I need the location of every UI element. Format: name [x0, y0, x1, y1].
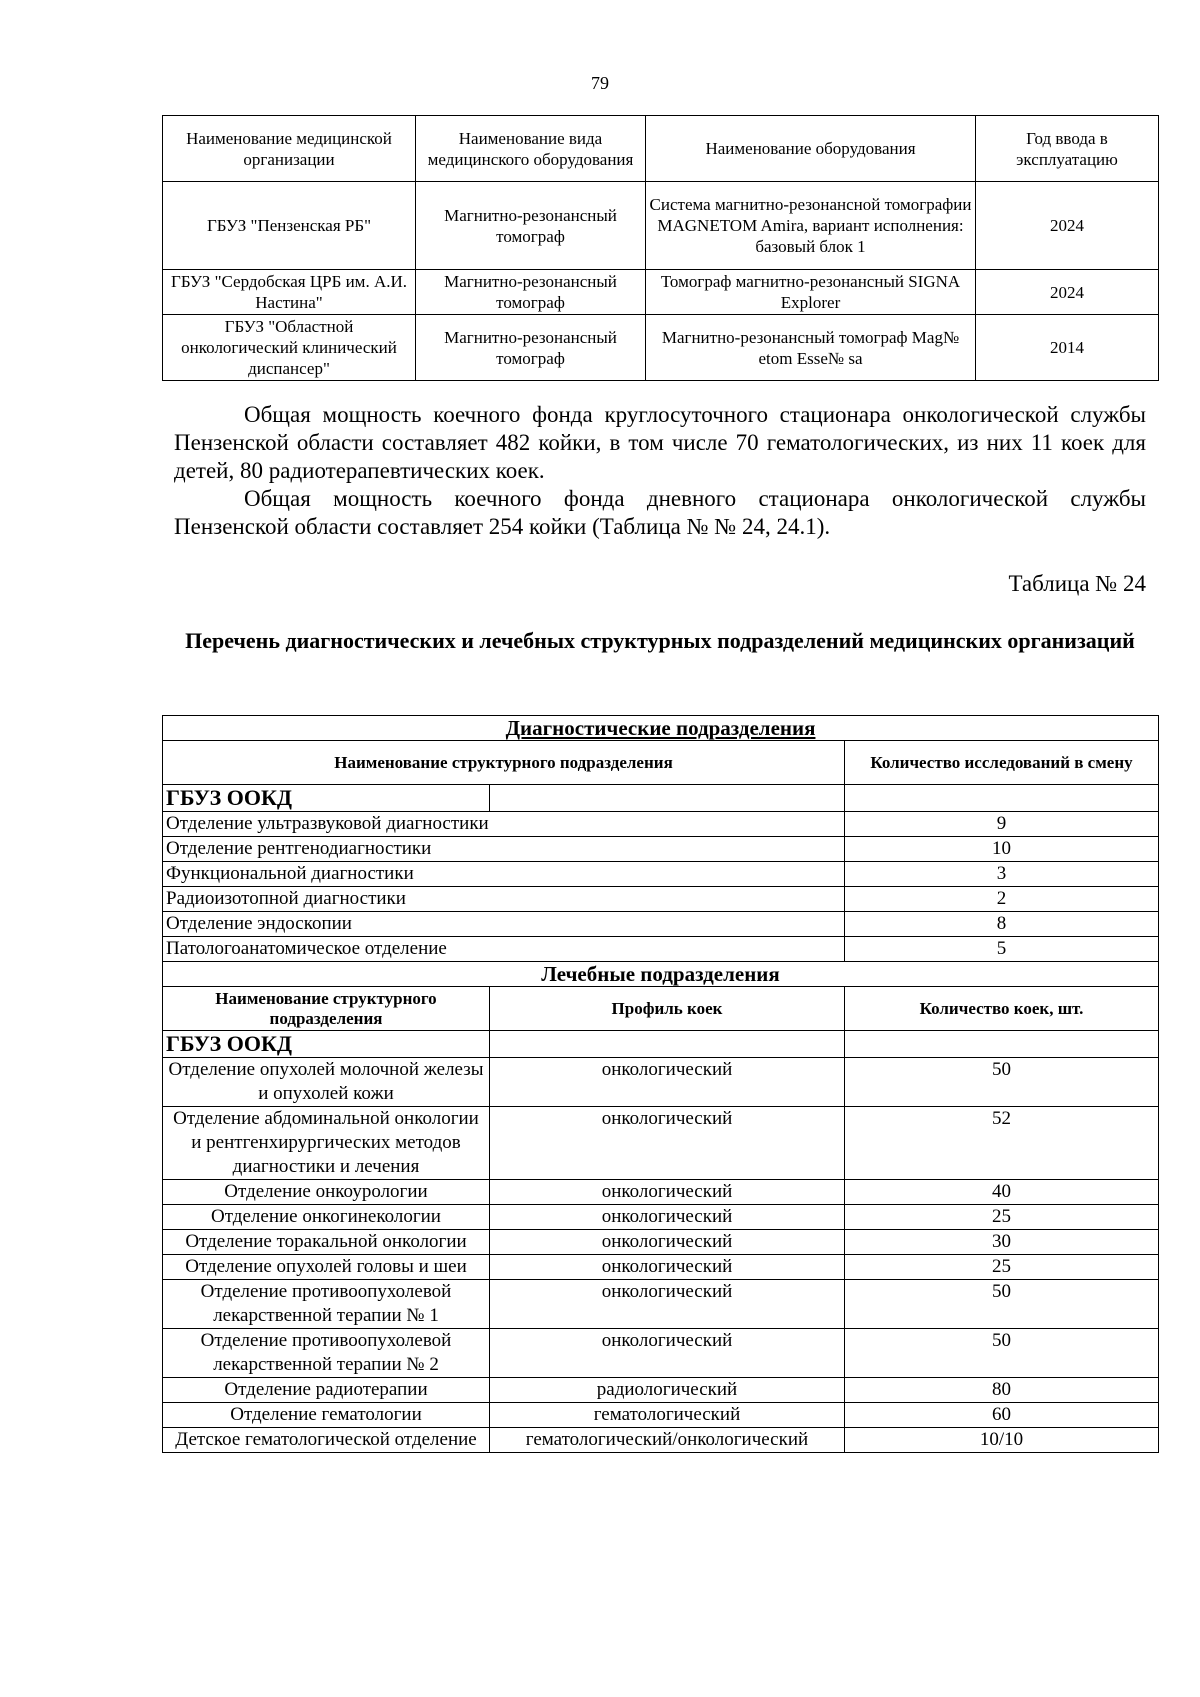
- division-name: Отделение опухолей головы и шеи: [163, 1255, 490, 1280]
- paragraph-inpatient: Общая мощность коечного фонда круглосуточного стационара онкологической службы Пензенской области составляет 482 койки, в том числе 70 гематологических, из них 11 коек для детей, 80 радиотерапевтических коек.: [174, 402, 1146, 483]
- divisions-table: [162, 715, 1159, 1453]
- diagnostic-section-row: [163, 716, 1159, 741]
- equipment-header-row: [163, 116, 1159, 182]
- bed-count: 10/10: [845, 1428, 1159, 1453]
- type-cell: Магнитно-резонансный томограф: [416, 270, 646, 315]
- bed-profile: онкологический: [490, 1230, 845, 1255]
- year-cell: 2014: [976, 315, 1159, 381]
- bed-profile: гематологический/онкологический: [490, 1428, 845, 1453]
- bed-profile: онкологический: [490, 1180, 845, 1205]
- type-cell: Магнитно-резонансный томограф: [416, 315, 646, 381]
- table-row: [163, 1205, 1159, 1230]
- bed-count: 50: [845, 1280, 1159, 1329]
- equipment-cell: Магнитно-резонансный томограф Mag№ etom Esse№ sa: [646, 315, 976, 381]
- bed-profile: онкологический: [490, 1280, 845, 1329]
- table-row: [163, 1329, 1159, 1378]
- bed-count: 52: [845, 1107, 1159, 1180]
- equipment-header-year: Год ввода в эксплуатацию: [976, 116, 1159, 182]
- division-count: 3: [845, 862, 1159, 887]
- bed-count: 40: [845, 1180, 1159, 1205]
- division-name: Отделение торакальной онкологии: [163, 1230, 490, 1255]
- empty-cell: [845, 1031, 1159, 1058]
- diagnostic-header-name: Наименование структурного подразделения: [163, 741, 845, 785]
- table-row: [163, 270, 1159, 315]
- bed-profile: радиологический: [490, 1378, 845, 1403]
- treatment-header-count: Количество коек, шт.: [845, 987, 1159, 1031]
- treatment-section-title: Лечебные подразделения: [163, 962, 1159, 987]
- bed-profile: онкологический: [490, 1058, 845, 1107]
- table-row: [163, 1230, 1159, 1255]
- division-name: Патологоанатомическое отделение: [163, 937, 845, 962]
- table-caption: Перечень диагностических и лечебных структурных подразделений медицинских организаций: [185, 628, 1135, 653]
- table-row: [163, 1378, 1159, 1403]
- treatment-header-row: [163, 987, 1159, 1031]
- division-name: Отделение противоопухолевой лекарственной терапии № 2: [163, 1329, 490, 1378]
- division-name: Отделение онкоурологии: [163, 1180, 490, 1205]
- year-cell: 2024: [976, 182, 1159, 270]
- bed-count: 50: [845, 1329, 1159, 1378]
- bed-count: 50: [845, 1058, 1159, 1107]
- bed-count: 25: [845, 1255, 1159, 1280]
- treatment-header-name: Наименование структурного подразделения: [163, 987, 490, 1031]
- bed-profile: онкологический: [490, 1107, 845, 1180]
- year-cell: 2024: [976, 270, 1159, 315]
- division-count: 8: [845, 912, 1159, 937]
- table-row: [163, 182, 1159, 270]
- division-count: 10: [845, 837, 1159, 862]
- table-row: [163, 1058, 1159, 1107]
- table-row: [163, 887, 1159, 912]
- org-name: ГБУЗ ООКД: [163, 1031, 490, 1058]
- org-cell: ГБУЗ "Пензенская РБ": [163, 182, 416, 270]
- table-row: [163, 1403, 1159, 1428]
- division-count: 2: [845, 887, 1159, 912]
- bed-count: 30: [845, 1230, 1159, 1255]
- empty-cell: [490, 785, 845, 812]
- treatment-section-row: [163, 962, 1159, 987]
- division-name: Детское гематологической отделение: [163, 1428, 490, 1453]
- equipment-header-org: Наименование медицинской организации: [163, 116, 416, 182]
- table-row: [163, 837, 1159, 862]
- division-name: Отделение рентгенодиагностики: [163, 837, 845, 862]
- division-name: Отделение онкогинекологии: [163, 1205, 490, 1230]
- division-name: Отделение ультразвуковой диагностики: [163, 812, 845, 837]
- division-name: Отделение абдоминальной онкологии и рентгенхирургических методов диагностики и лечения: [163, 1107, 490, 1180]
- division-name: Радиоизотопной диагностики: [163, 887, 845, 912]
- bed-profile: онкологический: [490, 1329, 845, 1378]
- treatment-org-row: [163, 1031, 1159, 1058]
- org-cell: ГБУЗ "Сердобская ЦРБ им. А.И. Настина": [163, 270, 416, 315]
- table-row: [163, 1107, 1159, 1180]
- bed-profile: гематологический: [490, 1403, 845, 1428]
- equipment-header-type: Наименование вида медицинского оборудования: [416, 116, 646, 182]
- table-row: [163, 912, 1159, 937]
- page-number: 79: [591, 73, 609, 93]
- table-row: [163, 1180, 1159, 1205]
- org-name: ГБУЗ ООКД: [163, 785, 490, 812]
- table-row: [163, 1280, 1159, 1329]
- division-name: Отделение радиотерапии: [163, 1378, 490, 1403]
- bed-profile: онкологический: [490, 1205, 845, 1230]
- diagnostic-header-count: Количество исследований в смену: [845, 741, 1159, 785]
- diagnostic-header-row: [163, 741, 1159, 785]
- equipment-header-equipment: Наименование оборудования: [646, 116, 976, 182]
- table-row: [163, 812, 1159, 837]
- table-row: [163, 862, 1159, 887]
- table-label: Таблица № 24: [1008, 571, 1146, 596]
- org-cell: ГБУЗ "Областной онкологический клинический диспансер": [163, 315, 416, 381]
- division-name: Отделение гематологии: [163, 1403, 490, 1428]
- diagnostic-org-row: [163, 785, 1159, 812]
- table-row: [163, 1255, 1159, 1280]
- treatment-header-profile: Профиль коек: [490, 987, 845, 1031]
- division-name: Отделение опухолей молочной железы и опухолей кожи: [163, 1058, 490, 1107]
- empty-cell: [490, 1031, 845, 1058]
- equipment-cell: Томограф магнитно-резонансный SIGNA Explorer: [646, 270, 976, 315]
- division-name: Отделение противоопухолевой лекарственной терапии № 1: [163, 1280, 490, 1329]
- division-name: Отделение эндоскопии: [163, 912, 845, 937]
- paragraph-day-hospital: Общая мощность коечного фонда дневного стационара онкологической службы Пензенской области составляет 254 койки (Таблица № № 24, 24.1).: [174, 486, 1146, 539]
- table-row: [163, 1428, 1159, 1453]
- empty-cell: [845, 785, 1159, 812]
- equipment-cell: Система магнитно-резонансной томографии MAGNETOM Amira, вариант исполнения: базовый блок 1: [646, 182, 976, 270]
- bed-count: 60: [845, 1403, 1159, 1428]
- table-row: [163, 937, 1159, 962]
- diagnostic-section-title: Диагностические подразделения: [163, 716, 1159, 741]
- type-cell: Магнитно-резонансный томограф: [416, 182, 646, 270]
- table-row: [163, 315, 1159, 381]
- bed-profile: онкологический: [490, 1255, 845, 1280]
- bed-count: 25: [845, 1205, 1159, 1230]
- division-name: Функциональной диагностики: [163, 862, 845, 887]
- division-count: 5: [845, 937, 1159, 962]
- equipment-table: [162, 115, 1159, 381]
- bed-count: 80: [845, 1378, 1159, 1403]
- division-count: 9: [845, 812, 1159, 837]
